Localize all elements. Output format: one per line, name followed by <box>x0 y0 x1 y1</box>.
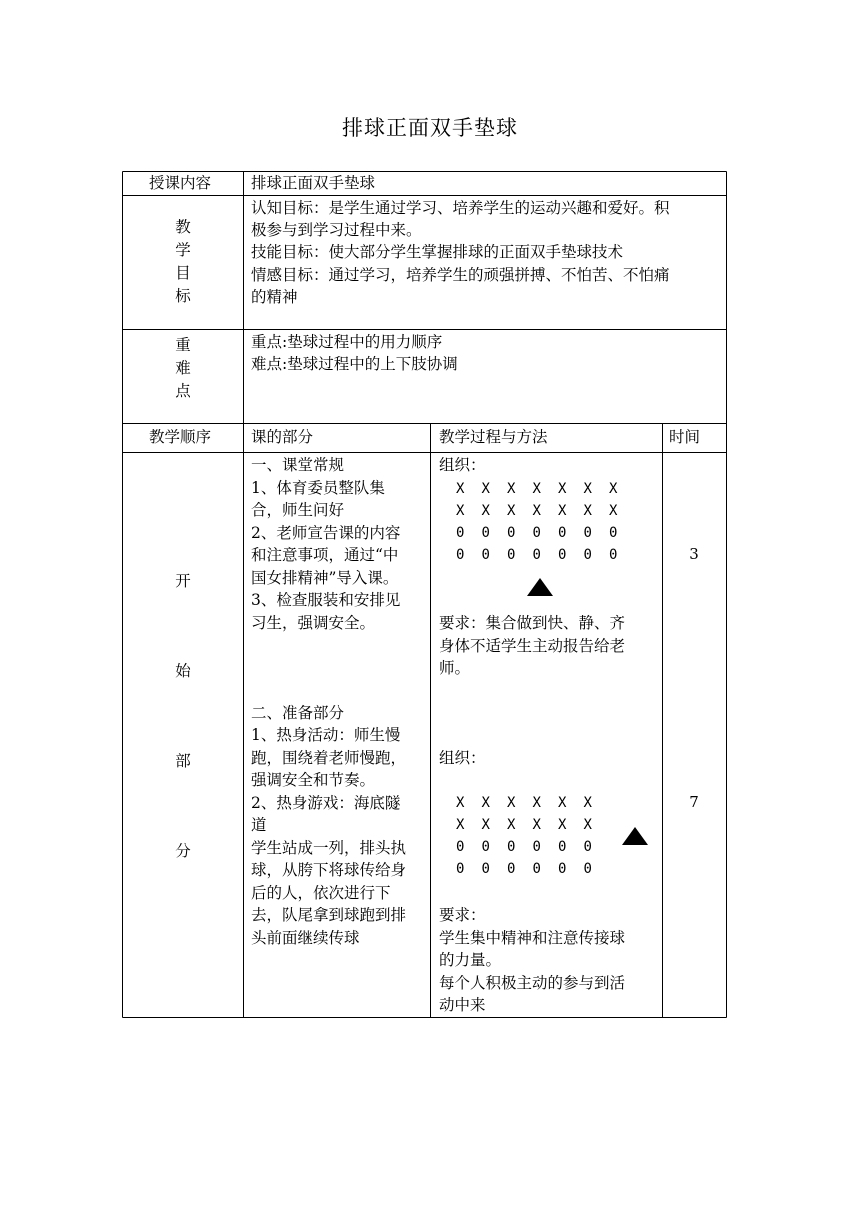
formation-student: 0 <box>609 525 618 541</box>
formation-student: X <box>456 817 465 833</box>
formation-student: X <box>481 817 490 833</box>
objectives-line: 认知目标：是学生通过学习、培养学生的运动兴趣和爱好。积 <box>251 199 670 217</box>
part1-heading: 一、课堂常规 <box>251 456 345 474</box>
formation-student: 0 <box>456 861 465 877</box>
formation-student: 0 <box>456 525 465 541</box>
header-time: 时间 <box>669 428 701 446</box>
part2-time: 7 <box>689 793 699 811</box>
part2-org-label: 组织： <box>439 749 486 767</box>
part2-requirement: 每个人积极主动的参与到活 <box>439 974 626 992</box>
part1-requirement: 师。 <box>439 659 471 677</box>
part2-requirement: 的力量。 <box>439 951 502 969</box>
keypoints-line: 难点:垫球过程中的上下肢协调 <box>251 355 458 373</box>
part2-formation <box>456 792 609 880</box>
formation-student: 0 <box>583 839 592 855</box>
formation-student: X <box>558 503 567 519</box>
header-process: 教学过程与方法 <box>439 428 548 446</box>
part1-line: 3、检查服装和安排见 <box>251 591 401 609</box>
part1-line: 国女排精神”导入课。 <box>251 569 399 587</box>
section-label-char: 分 <box>175 842 191 860</box>
part1-requirement: 要求：集合做到快、静、齐 <box>439 614 626 632</box>
formation-row <box>456 858 609 880</box>
formation-student: 0 <box>532 839 541 855</box>
part2-heading: 二、准备部分 <box>251 704 345 722</box>
keypoints-label-char: 难 <box>175 359 191 377</box>
formation-student: X <box>481 795 490 811</box>
part1-org-label: 组织： <box>439 456 486 474</box>
part2-line: 2、热身游戏：海底隧 <box>251 794 401 812</box>
formation-student: X <box>583 817 592 833</box>
formation-student: 0 <box>532 547 541 563</box>
part1-line: 2、老师宣告课的内容 <box>251 524 401 542</box>
formation-student: 0 <box>609 547 618 563</box>
formation-student: X <box>456 795 465 811</box>
section-label-char: 部 <box>175 752 191 770</box>
part2-requirement: 要求： <box>439 906 486 924</box>
formation-student: 0 <box>481 839 490 855</box>
part1-line: 合，师生问好 <box>251 501 345 519</box>
part2-line: 后的人，依次进行下 <box>251 884 391 902</box>
formation-row <box>456 544 635 566</box>
formation-row <box>456 522 635 544</box>
formation-student: 0 <box>456 839 465 855</box>
part1-line: 和注意事项，通过“中 <box>251 546 399 564</box>
formation-student: 0 <box>558 547 567 563</box>
formation-student: 0 <box>507 839 516 855</box>
formation-student: 0 <box>583 525 592 541</box>
part2-line: 去，队尾拿到球跑到排 <box>251 906 407 924</box>
part2-line: 头前面继续传球 <box>251 929 360 947</box>
part2-line: 跑，围绕着老师慢跑， <box>251 749 407 767</box>
part2-line: 1、热身活动：师生慢 <box>251 726 401 744</box>
formation-row <box>456 836 609 858</box>
formation-student: X <box>609 503 618 519</box>
keypoints-label-char: 重 <box>175 336 191 354</box>
part2-line: 球，从胯下将球传给身 <box>251 861 407 879</box>
part1-formation <box>456 478 635 566</box>
keypoints-label-char: 点 <box>175 382 191 400</box>
formation-student: 0 <box>481 525 490 541</box>
formation-student: 0 <box>456 547 465 563</box>
formation-student: 0 <box>507 547 516 563</box>
formation-student: X <box>507 503 516 519</box>
part1-time: 3 <box>689 545 699 563</box>
formation-student: X <box>507 795 516 811</box>
part2-requirement: 学生集中精神和注意传接球 <box>439 929 626 947</box>
formation-student: X <box>532 795 541 811</box>
formation-student: 0 <box>583 547 592 563</box>
header-order: 教学顺序 <box>149 428 212 446</box>
formation-student: X <box>609 481 618 497</box>
part2-requirement: 动中来 <box>439 996 486 1014</box>
formation-student: X <box>558 817 567 833</box>
formation-student: X <box>583 481 592 497</box>
triangle-icon <box>622 827 648 845</box>
part1-line: 1、体育委员整队集 <box>251 479 385 497</box>
formation-student: X <box>456 503 465 519</box>
formation-student: 0 <box>558 839 567 855</box>
objectives-label-char: 学 <box>175 241 191 259</box>
formation-student: X <box>558 481 567 497</box>
objectives-label-char: 标 <box>175 287 191 305</box>
formation-student: 0 <box>481 547 490 563</box>
formation-student: 0 <box>583 861 592 877</box>
formation-student: X <box>481 503 490 519</box>
document-title: 排球正面双手垫球 <box>342 116 518 140</box>
formation-student: X <box>532 481 541 497</box>
formation-student: 0 <box>532 861 541 877</box>
formation-student: X <box>532 503 541 519</box>
formation-student: X <box>583 795 592 811</box>
section-label-char: 开 <box>175 572 191 590</box>
formation-row <box>456 792 609 814</box>
section-label-char: 始 <box>175 662 191 680</box>
keypoints-line: 重点:垫球过程中的用力顺序 <box>251 333 443 351</box>
objectives-line: 情感目标：通过学习，培养学生的顽强拼搏、不怕苦、不怕痛 <box>251 266 670 284</box>
objectives-label-char: 教 <box>175 218 191 236</box>
lesson-content-value: 排球正面双手垫球 <box>251 174 376 192</box>
part1-requirement: 身体不适学生主动报告给老 <box>439 637 626 655</box>
formation-student: X <box>481 481 490 497</box>
objectives-label-char: 目 <box>175 264 191 282</box>
triangle-icon <box>527 578 553 596</box>
formation-student: X <box>532 817 541 833</box>
formation-student: 0 <box>507 861 516 877</box>
header-part: 课的部分 <box>251 428 314 446</box>
formation-student: X <box>507 817 516 833</box>
formation-row <box>456 478 635 500</box>
lesson-content-label: 授课内容 <box>149 174 212 192</box>
part2-line: 学生站成一列，排头执 <box>251 839 407 857</box>
part2-line: 道 <box>251 816 267 834</box>
objectives-line: 技能目标：使大部分学生掌握排球的正面双手垫球技术 <box>251 243 624 261</box>
part2-line: 强调安全和节奏。 <box>251 771 376 789</box>
formation-student: X <box>507 481 516 497</box>
formation-student: 0 <box>507 525 516 541</box>
formation-student: 0 <box>558 525 567 541</box>
formation-student: 0 <box>481 861 490 877</box>
formation-student: X <box>558 795 567 811</box>
objectives-line: 的精神 <box>251 288 298 306</box>
formation-student: 0 <box>558 861 567 877</box>
part1-line: 习生，强调安全。 <box>251 614 376 632</box>
objectives-line: 极参与到学习过程中来。 <box>251 221 422 239</box>
formation-row <box>456 500 635 522</box>
formation-student: X <box>583 503 592 519</box>
formation-row <box>456 814 609 836</box>
formation-student: X <box>456 481 465 497</box>
formation-student: 0 <box>532 525 541 541</box>
